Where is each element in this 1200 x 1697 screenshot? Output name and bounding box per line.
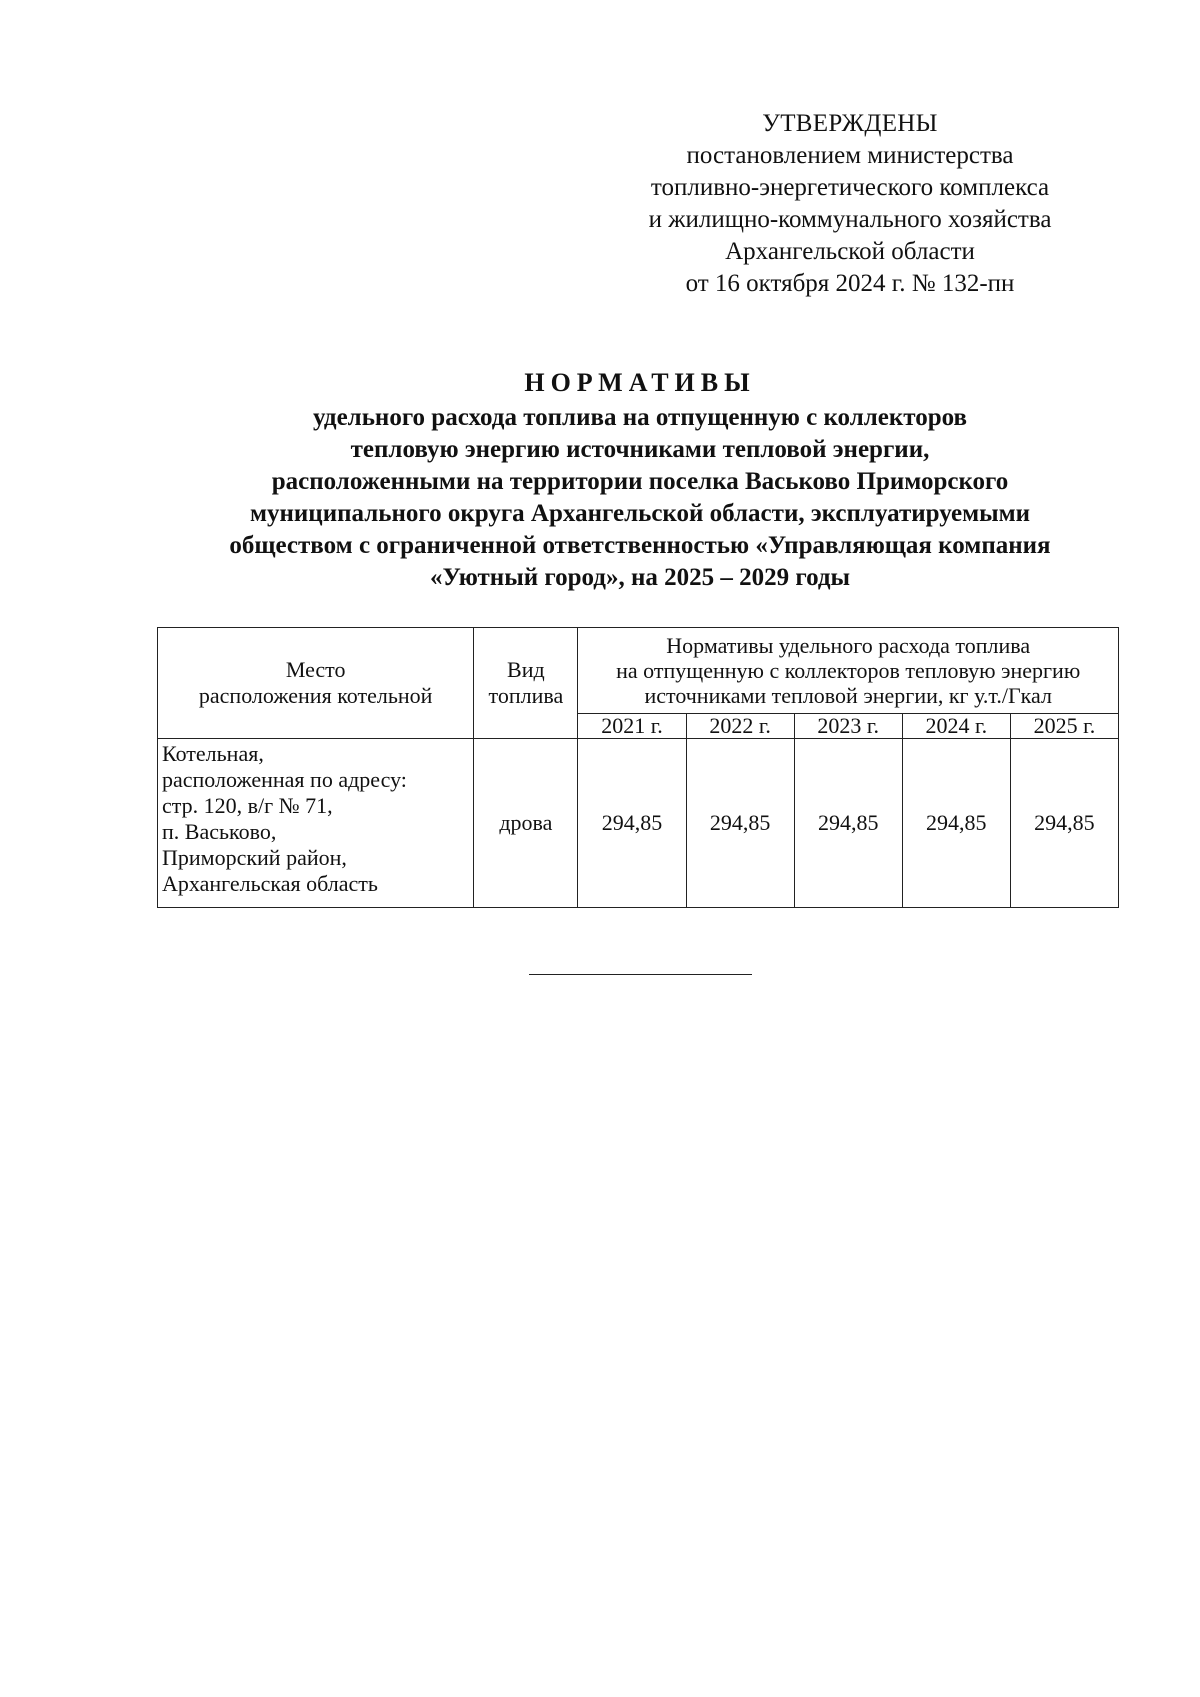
location-line: Архангельская область	[162, 871, 378, 896]
norm-value-cell: 294,85	[902, 739, 1010, 908]
header-year: 2025 г.	[1010, 714, 1118, 739]
approval-block	[600, 108, 1100, 300]
subtitle-line: муниципального округа Архангельской области, эксплуатируемыми	[249, 500, 1031, 527]
norms-table	[157, 627, 1119, 908]
subtitle-line: тепловую энергию источниками тепловой энергии,	[350, 436, 930, 463]
fuel-type-cell: дрова	[474, 739, 578, 908]
header-location-line: Место	[285, 657, 346, 682]
header-norms-line: на отпущенную с коллекторов тепловую энергию	[616, 658, 1081, 683]
approval-line: от 16 октября 2024 г. № 132-пн	[685, 270, 1015, 297]
header-location-line: расположения котельной	[198, 683, 433, 708]
header-norms	[578, 628, 1119, 714]
location-line: Котельная,	[162, 741, 264, 766]
document-subtitle	[100, 402, 1180, 594]
header-fuel-line: топлива	[488, 683, 564, 708]
boiler-location-cell	[158, 739, 474, 908]
header-year: 2021 г.	[578, 714, 686, 739]
subtitle-line: «Уютный город», на 2025 – 2029 годы	[429, 564, 851, 591]
header-year: 2023 г.	[794, 714, 902, 739]
location-line: расположенная по адресу:	[162, 767, 407, 792]
norm-value-cell: 294,85	[578, 739, 686, 908]
norm-value-cell: 294,85	[1010, 739, 1118, 908]
location-line: Приморский район,	[162, 845, 347, 870]
header-fuel	[474, 628, 578, 739]
header-year: 2022 г.	[686, 714, 794, 739]
approval-heading: УТВЕРЖДЕНЫ	[762, 110, 938, 137]
header-year: 2024 г.	[902, 714, 1010, 739]
location-line: стр. 120, в/г № 71,	[162, 793, 333, 818]
document-title: НОРМАТИВЫ	[524, 368, 756, 397]
subtitle-line: удельного расхода топлива на отпущенную с коллекторов	[313, 404, 967, 431]
table-header-row	[158, 628, 1119, 714]
subtitle-line: расположенными на территории поселка Васьково Приморского	[271, 468, 1009, 495]
subtitle-line: обществом с ограниченной ответственностью «Управляющая компания	[229, 532, 1051, 559]
header-fuel-line: Вид	[507, 657, 545, 682]
norm-value-cell: 294,85	[794, 739, 902, 908]
table-row	[158, 739, 1119, 908]
location-line: п. Васьково,	[162, 819, 277, 844]
header-norms-line: Нормативы удельного расхода топлива	[666, 633, 1031, 658]
approval-line: и жилищно-коммунального хозяйства	[648, 206, 1052, 233]
approval-line: постановлением министерства	[686, 142, 1014, 169]
header-norms-line: источниками тепловой энергии, кг у.т./Гкал	[644, 683, 1052, 708]
header-location	[158, 628, 474, 739]
approval-line: топливно-энергетического комплекса	[650, 174, 1050, 201]
norm-value-cell: 294,85	[686, 739, 794, 908]
approval-line: Архангельской области	[725, 238, 975, 265]
end-divider	[529, 974, 752, 975]
